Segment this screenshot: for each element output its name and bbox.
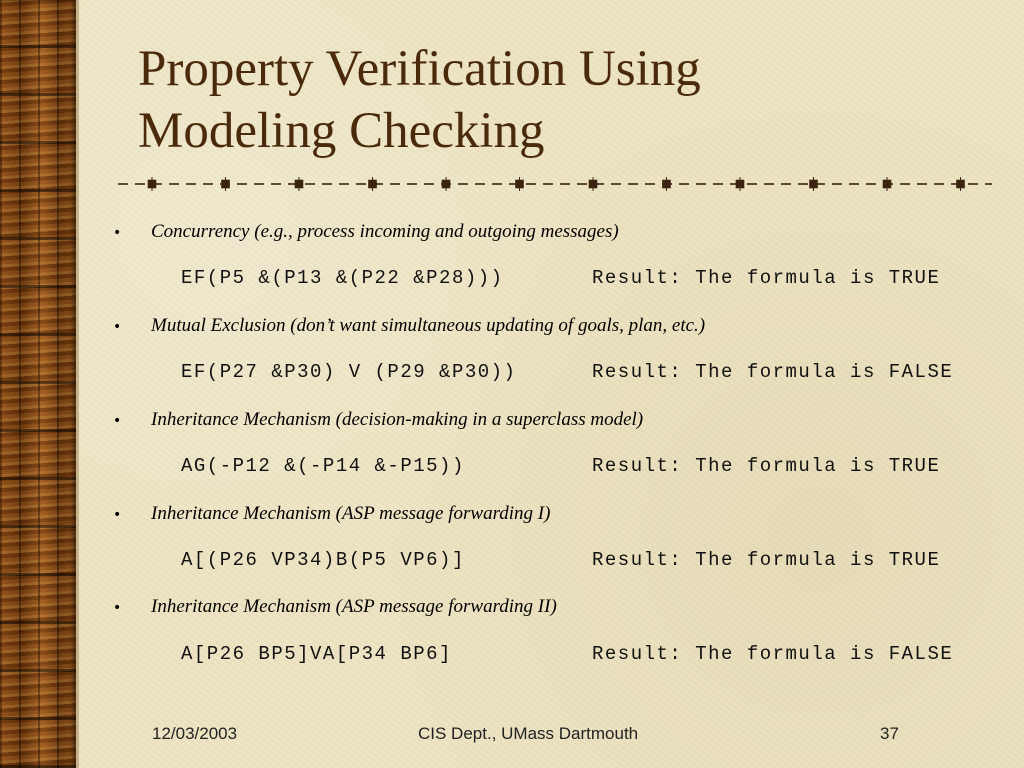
bullet-icon: • [113, 319, 122, 335]
slide-title [138, 38, 998, 162]
bullet-icon: • [113, 507, 122, 523]
title-line-1: Property Verification Using [138, 41, 701, 97]
bullet-icon: • [113, 225, 122, 241]
bullet-text: Concurrency (e.g., process incoming and outgoing messages) [151, 221, 619, 242]
formula: EF(P27 &P30) V (P29 &P30)) [181, 361, 517, 383]
footer-date: 12/03/2003 [152, 724, 238, 743]
side-border-line [76, 0, 79, 768]
formula: EF(P5 &(P13 &(P22 &P28))) [181, 267, 504, 289]
result-text: Result: The formula is TRUE [592, 549, 941, 571]
title-divider [116, 176, 992, 192]
formula: AG(-P12 &(-P14 &-P15)) [181, 455, 465, 477]
result-text: Result: The formula is FALSE [592, 361, 954, 383]
bullet-icon: • [113, 600, 122, 616]
footer-org: CIS Dept., UMass Dartmouth [418, 724, 639, 743]
bullet-icon: • [113, 413, 122, 429]
bullet-text: Mutual Exclusion (don’t want simultaneous updating of goals, plan, etc.) [151, 315, 706, 336]
bullet-text: Inheritance Mechanism (decision-making in a superclass model) [151, 409, 644, 430]
wood-side-strip [0, 0, 76, 768]
footer-page-number: 37 [880, 724, 899, 743]
bullet-text: Inheritance Mechanism (ASP message forwarding I) [151, 503, 551, 524]
bullet-text: Inheritance Mechanism (ASP message forwarding II) [151, 596, 557, 617]
result-text: Result: The formula is TRUE [592, 267, 941, 289]
formula: A[(P26 VP34)B(P5 VP6)] [181, 549, 465, 571]
title-line-2: Modeling Checking [138, 103, 545, 159]
result-text: Result: The formula is TRUE [592, 455, 941, 477]
result-text: Result: The formula is FALSE [592, 643, 954, 665]
formula: A[P26 BP5]VA[P34 BP6] [181, 643, 452, 665]
